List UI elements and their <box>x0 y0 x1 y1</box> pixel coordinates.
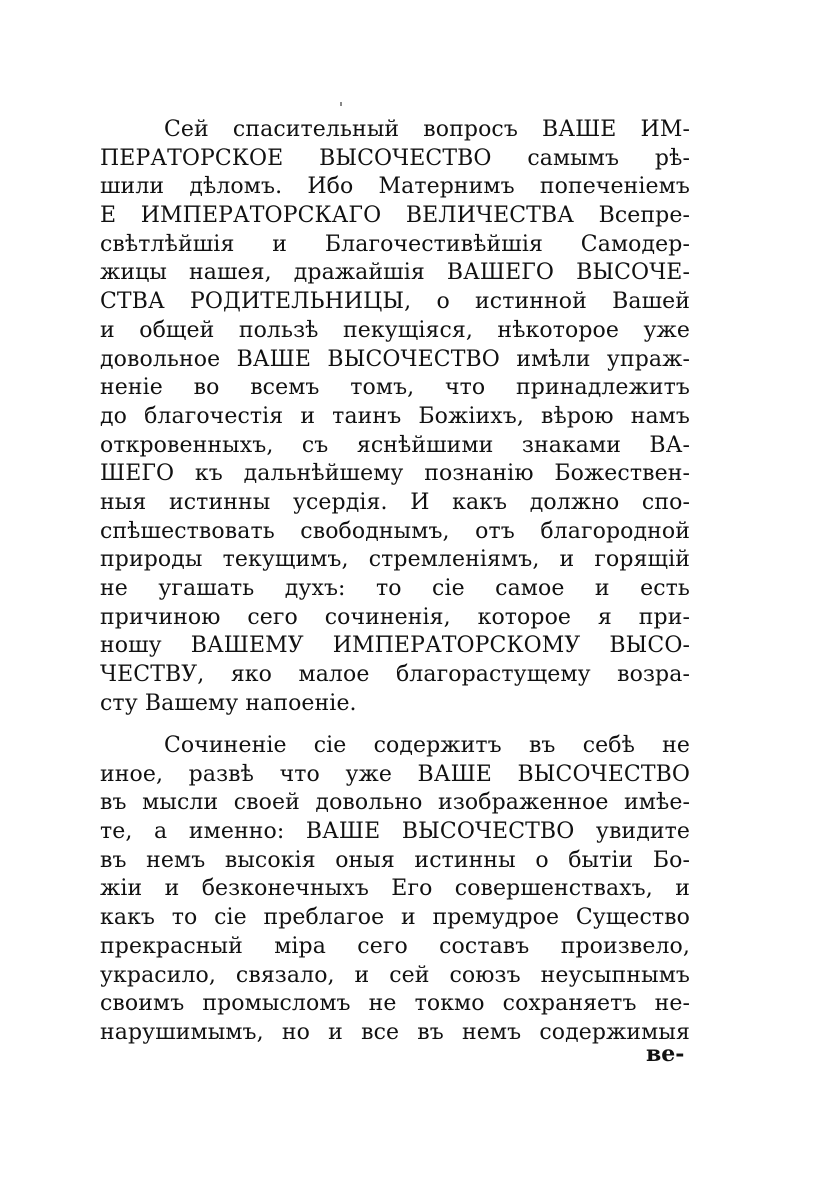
text-line: жицы нашея, дражайшія ВАШЕГО ВЫСОЧЕ- <box>100 260 690 286</box>
text-line: нарушимымъ, но и все въ немъ содержимыя <box>100 1019 690 1045</box>
text-line: свѣтлѣйшія и Благочестивѣйшія Самодер- <box>100 231 690 257</box>
text-line: Сей спасительный вопросъ ВАШЕ ИМ- <box>164 117 690 142</box>
text-line: ношу ВАШЕМУ ИМПЕРАТОРСКОМУ ВЫСО- <box>100 633 690 659</box>
text-line: и общей пользѣ пекущіяся, нѣкоторое уже <box>100 317 690 343</box>
text-line: СТВА РОДИТЕЛЬНИЦЫ, о истинной Вашей <box>100 289 690 315</box>
text-line: жіи и безконечныхъ Его совершенствахъ, и <box>100 876 690 902</box>
text-line: Сочиненіе сіе содержитъ въ себѣ не <box>164 733 690 758</box>
text-line: прекрасный міра сего составъ произвело, <box>100 933 690 959</box>
text-line: въ немъ высокія оныя истинны о бытіи Бо- <box>100 847 690 873</box>
text-line: ПЕРАТОРСКОЕ ВЫСОЧЕСТВО самымъ рѣ- <box>100 145 690 171</box>
text-line: неніе во всемъ томъ, что принадлежитъ <box>100 375 690 401</box>
text-line: ЧЕСТВУ, яко малое благорастущему возра- <box>100 662 690 688</box>
text-line: своимъ промысломъ не токмо сохраняетъ не- <box>100 991 690 1017</box>
ink-speck <box>340 102 342 106</box>
text-line: ныя истинны усердія. И какъ должно спо- <box>100 489 690 515</box>
text-line: спѣшествовать свободнымъ, отъ благородной <box>100 518 690 544</box>
text-line: иное, развѣ что уже ВАШЕ ВЫСОЧЕСТВО <box>100 761 690 787</box>
text-line: до благочестія и таинъ Божіихъ, вѣрою намъ <box>100 403 690 429</box>
paragraph-2 <box>100 732 690 1048</box>
text-line: украсило, связало, и сей союзъ неусыпнымъ <box>100 962 690 988</box>
text-line: природы текущимъ, стремленіямъ, и горящій <box>100 547 690 573</box>
text-line: откровенныхъ, съ яснѣйшими знаками ВА- <box>100 432 690 458</box>
catchword: ве- <box>646 1041 685 1067</box>
text-line: не угашать духъ: то сіе самое и есть <box>100 576 690 601</box>
text-line: въ мысли своей довольно изображенное имѣе- <box>100 790 690 816</box>
text-line: какъ то сіе преблагое и премудрое Существо <box>100 905 690 931</box>
text-line: ШЕГО къ дальнѣйшему познанію Божествен- <box>100 461 690 487</box>
text-line: те, а именно: ВАШЕ ВЫСОЧЕСТВО увидите <box>100 819 690 845</box>
text-line: шили дѣломъ. Ибо Матернимъ попеченіемъ <box>100 174 690 200</box>
text-line: причиною сего сочиненія, которое я при- <box>100 604 690 630</box>
paragraph-1 <box>100 116 690 718</box>
text-line: сту Вашему напоеніе. <box>100 690 357 716</box>
text-line: Е ИМПЕРАТОРСКАГО ВЕЛИЧЕСТВА Всепре- <box>100 203 690 229</box>
text-line: довольное ВАШЕ ВЫСОЧЕСТВО имѣли упраж- <box>100 346 690 372</box>
